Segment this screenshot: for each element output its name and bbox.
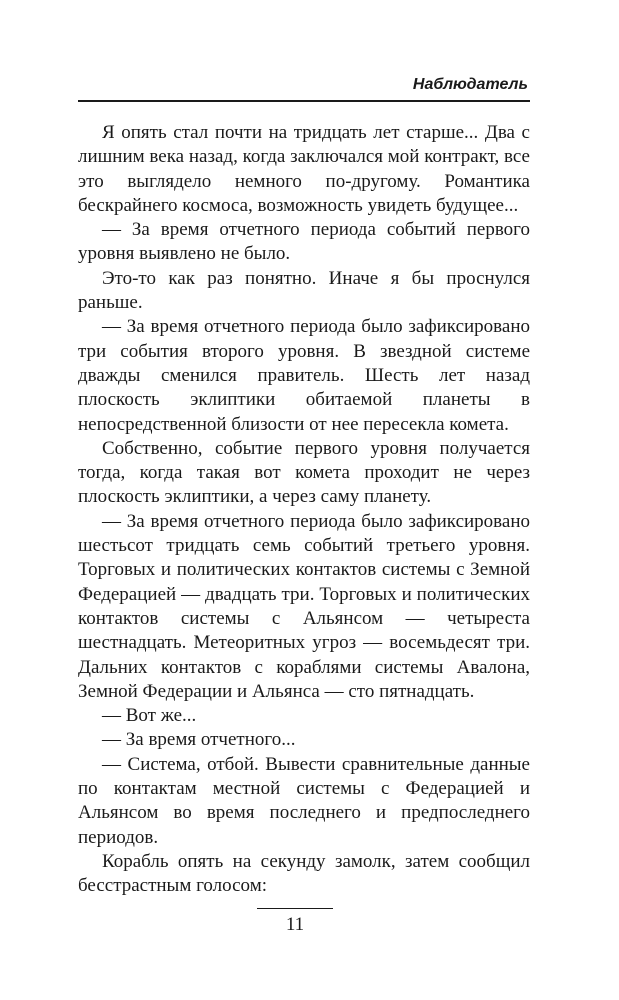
paragraph-1: Я опять стал почти на тридцать лет старше... Два с лишним века назад, когда заключался мой контракт, все это выглядело немного по-другому. Романтика бескрайнего космоса, возможность увидеть будущее... [78, 122, 530, 216]
page-body [78, 121, 530, 899]
footer-rule [257, 908, 333, 909]
paragraph-8: — За время отчетного... [102, 729, 296, 751]
paragraph-9: — Система, отбой. Вывести сравнительные данные по контактам местной системы с Федерацией и Альянсом во время последнего и предпоследнего периодов. [78, 753, 530, 848]
paragraph-3: Это-то как раз понятно. Иначе я бы проснулся раньше. [78, 267, 530, 314]
running-header [78, 70, 530, 102]
book-title: Наблюдатель [412, 76, 528, 93]
paragraph-6: — За время отчетного периода было зафиксировано шестьсот тридцать семь событий третьего уровня. Торговых и политических контактов системы с Земной Федерацией — двадцать три. Торговых и политических контактов системы с Альянсом — четыреста шестнадцать. Метеоритных угроз — восемьдесят три. Дальних контактов с кораблями системы Авалона, Земной Федерации и Альянса — сто пятнадцать. [78, 510, 530, 702]
paragraph-2: — За время отчетного периода событий первого уровня выявлено не было. [78, 219, 530, 265]
page-number: 11 [285, 914, 305, 935]
paragraph-7: — Вот же... [102, 705, 197, 727]
paragraph-4: — За время отчетного периода было зафиксировано три события второго уровня. В звездной системе дважды сменился правитель. Шесть лет назад плоскость эклиптики обитаемой планеты в непосредственной близости от нее пересекла комета. [78, 316, 530, 435]
paragraph-5: Собственно, событие первого уровня получается тогда, когда такая вот комета проходит не через плоскость эклиптики, а через саму планету. [78, 437, 530, 508]
paragraph-10: Корабль опять на секунду замолк, затем сообщил бесстрастным голосом: [78, 850, 530, 897]
